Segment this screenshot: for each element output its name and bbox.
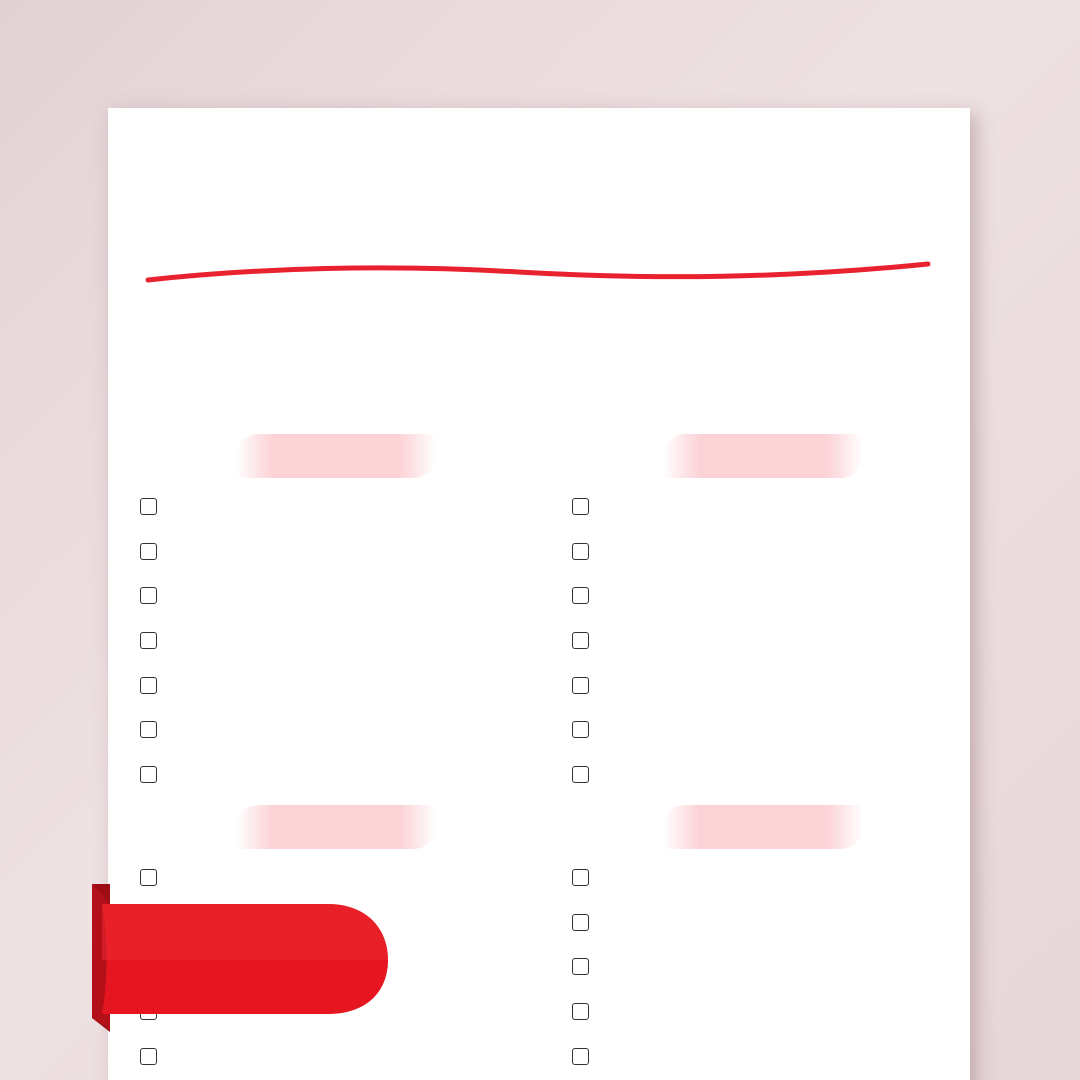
pdf-badge-label xyxy=(10,12,118,120)
checklist-item[interactable] xyxy=(572,1001,599,1046)
checklist-item[interactable] xyxy=(572,541,599,586)
checkbox-icon[interactable] xyxy=(140,677,157,694)
checklist-item[interactable] xyxy=(140,541,167,586)
checklist-item[interactable] xyxy=(572,867,599,912)
checkbox-icon[interactable] xyxy=(572,632,589,649)
checklist-item[interactable] xyxy=(140,764,167,809)
checklist-1-point xyxy=(140,496,167,809)
checkbox-icon[interactable] xyxy=(572,721,589,738)
checklist-item[interactable] xyxy=(572,764,599,809)
checklist-item[interactable] xyxy=(140,496,167,541)
checkbox-icon[interactable] xyxy=(572,498,589,515)
sizes-badge-icon xyxy=(832,430,1058,656)
checkbox-icon[interactable] xyxy=(572,677,589,694)
title-swash-decoration xyxy=(138,228,938,298)
checkbox-icon[interactable] xyxy=(572,958,589,975)
checklist-item[interactable] xyxy=(572,496,599,541)
checkbox-icon[interactable] xyxy=(140,632,157,649)
checklist-item[interactable] xyxy=(572,912,599,957)
checklist-item[interactable] xyxy=(572,585,599,630)
checklist-10-points xyxy=(572,867,599,1080)
checkbox-icon[interactable] xyxy=(140,498,157,515)
checklist-item[interactable] xyxy=(140,1046,390,1080)
section-heading-1-point xyxy=(236,434,436,478)
checkbox-icon[interactable] xyxy=(140,543,157,560)
checkbox-icon[interactable] xyxy=(572,1003,589,1020)
checklist-item[interactable] xyxy=(572,956,599,1001)
checkbox-icon[interactable] xyxy=(572,587,589,604)
checkbox-icon[interactable] xyxy=(572,543,589,560)
checkbox-icon[interactable] xyxy=(140,1048,157,1065)
checklist-item[interactable] xyxy=(572,675,599,720)
checklist-item[interactable] xyxy=(140,675,167,720)
section-heading-5-points xyxy=(236,805,436,849)
checkbox-icon[interactable] xyxy=(140,766,157,783)
checkbox-icon[interactable] xyxy=(572,869,589,886)
checkbox-icon[interactable] xyxy=(572,914,589,931)
checklist-item[interactable] xyxy=(140,719,167,764)
checkbox-icon[interactable] xyxy=(572,1048,589,1065)
checkbox-icon[interactable] xyxy=(572,766,589,783)
checklist-item[interactable] xyxy=(140,585,167,630)
checklist-item[interactable] xyxy=(572,630,599,675)
section-heading-10-points xyxy=(663,805,863,849)
checklist-item[interactable] xyxy=(572,719,599,764)
checklist-item[interactable] xyxy=(572,1046,599,1080)
instant-download-ribbon-icon xyxy=(88,880,392,1040)
checklist-2-points xyxy=(572,496,599,809)
checkbox-icon[interactable] xyxy=(140,721,157,738)
checklist-item[interactable] xyxy=(140,630,167,675)
checkbox-icon[interactable] xyxy=(140,587,157,604)
